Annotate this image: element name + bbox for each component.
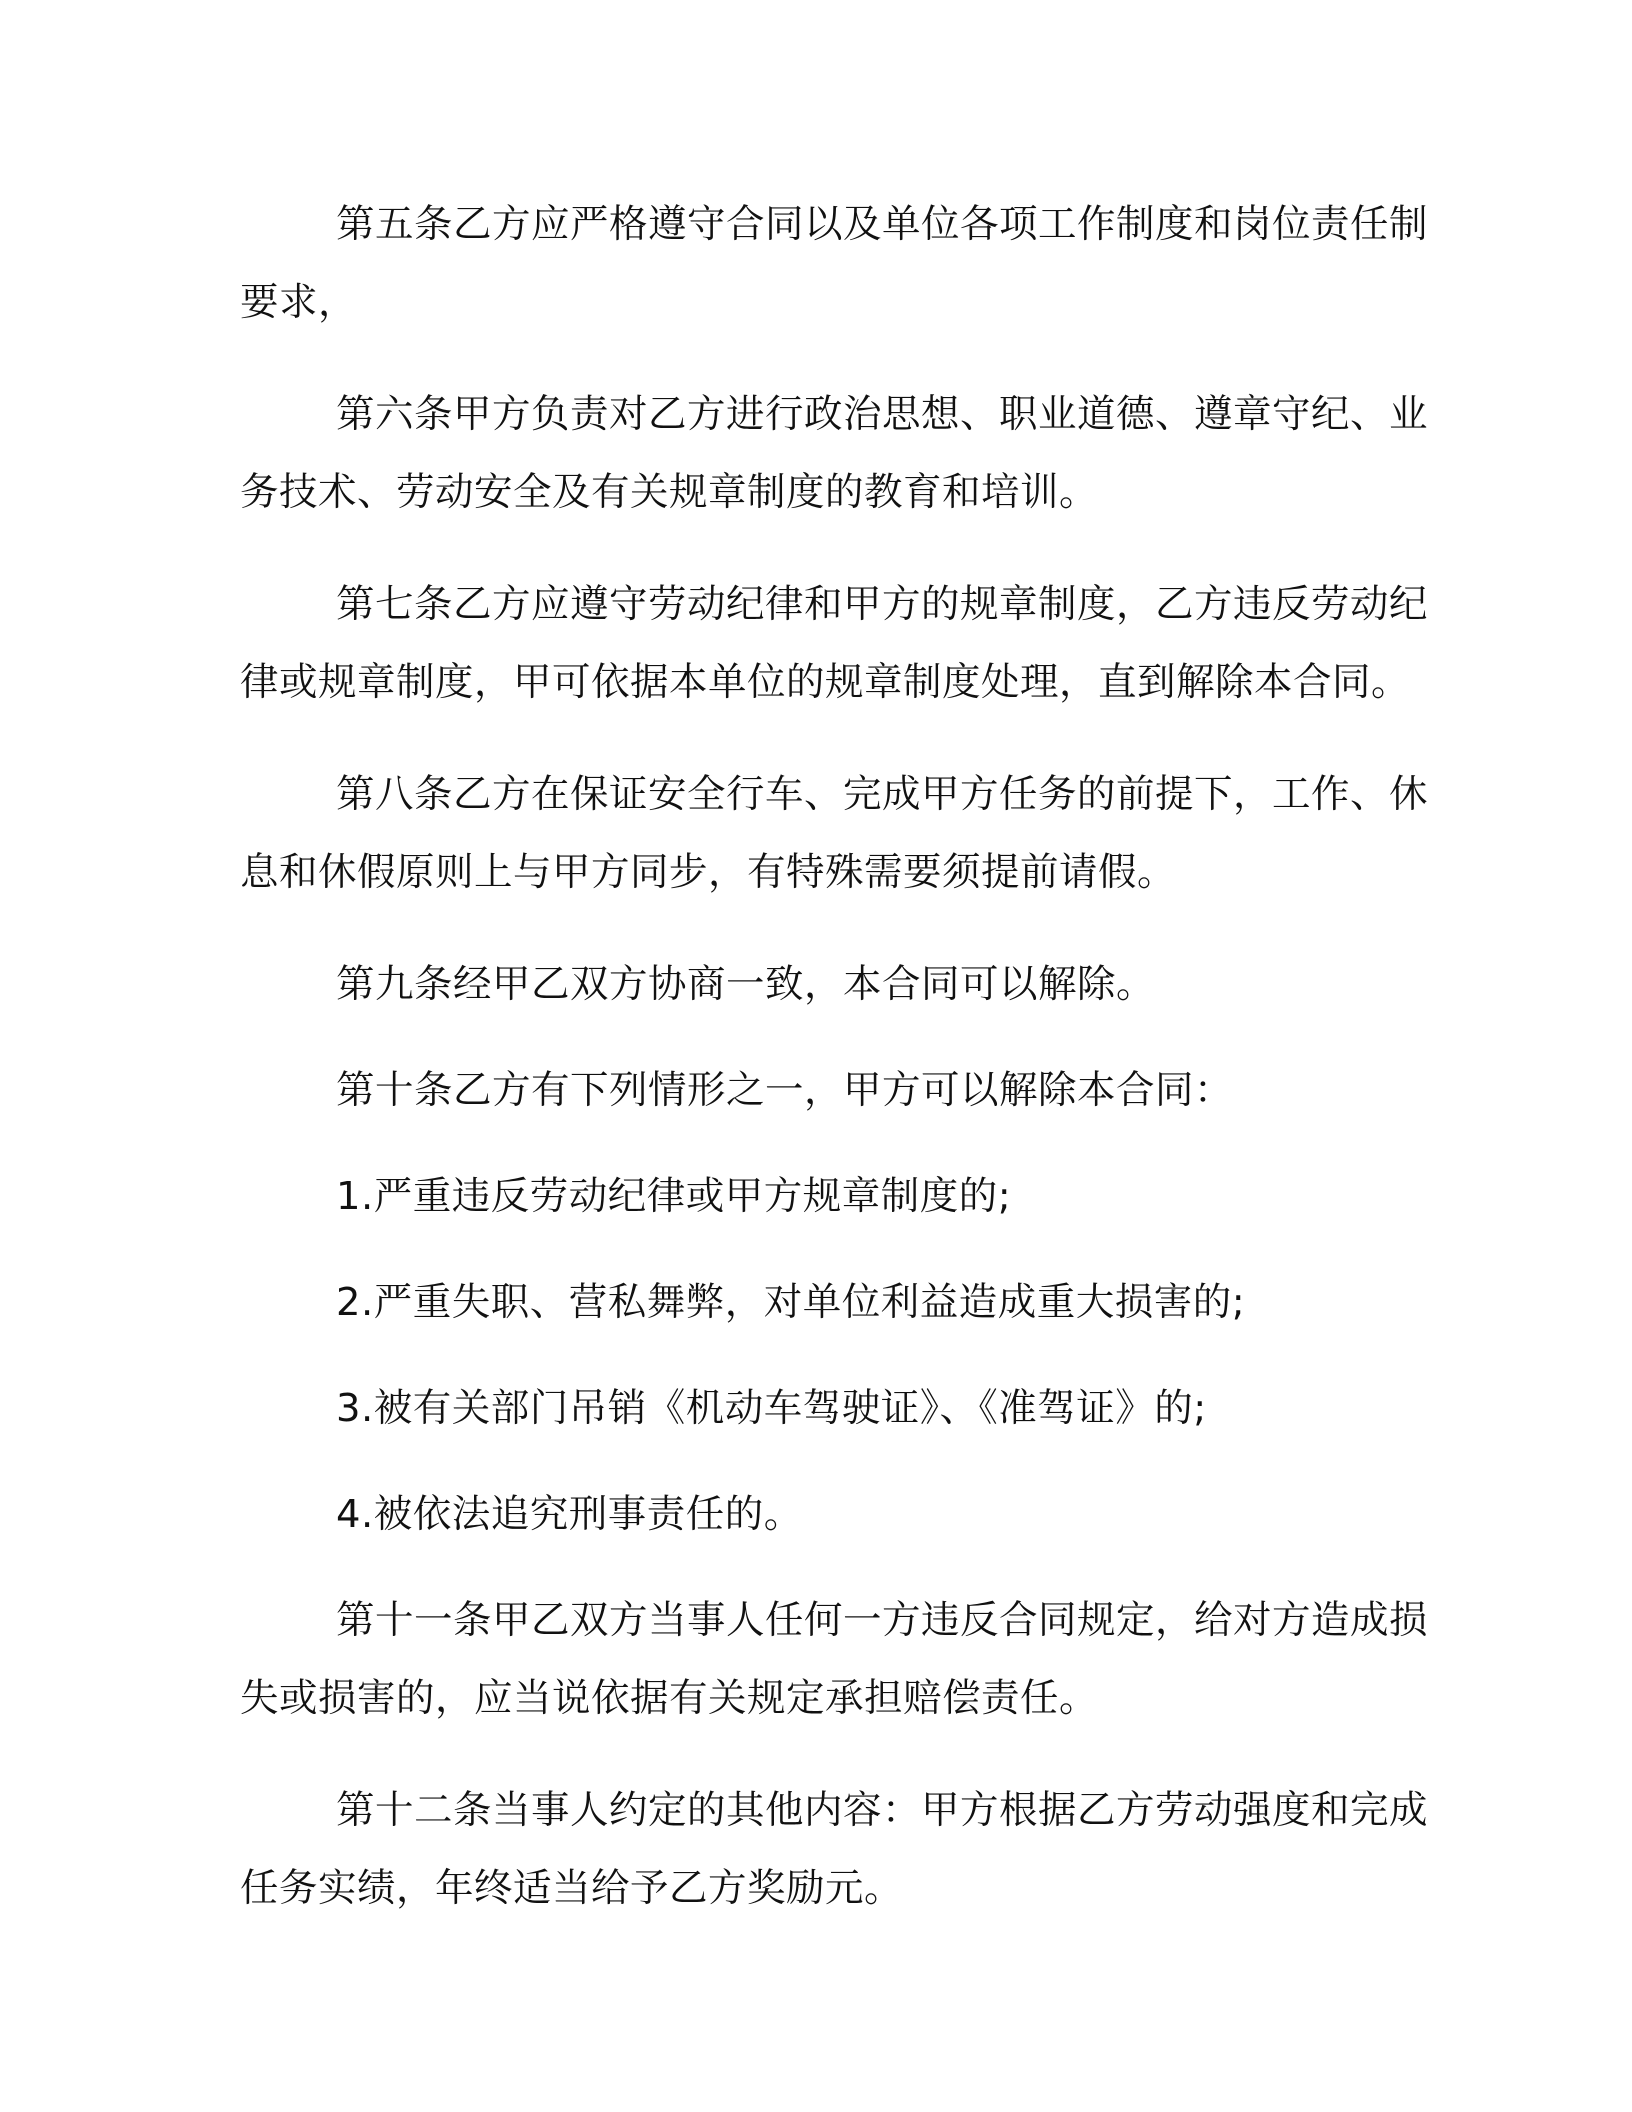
article-10-item-4: [240, 1476, 1376, 1554]
article-7-line-1: 第七条乙方应遵守劳动纪律和甲方的规章制度，乙方违反劳动纪: [336, 582, 1429, 627]
article-8: [240, 756, 1429, 912]
article-11-line-2: 失或损害的，应当说依据有关规定承担赔偿责任。: [240, 1676, 1099, 1721]
article-5: [240, 186, 1429, 342]
article-12-line-1: 第十二条当事人约定的其他内容：甲方根据乙方劳动强度和完成: [336, 1788, 1429, 1833]
article-11: [240, 1582, 1429, 1738]
article-10-item-2-text: 2.严重失职、营私舞弊，对单位利益造成重大损害的;: [336, 1280, 1246, 1325]
article-12-line-2: 任务实绩，年终适当给予乙方奖励元。: [240, 1866, 904, 1911]
article-7-line-2: 律或规章制度，甲可依据本单位的规章制度处理，直到解除本合同。: [240, 660, 1411, 705]
article-5-line-2: 要求，: [240, 280, 358, 325]
article-12: [240, 1772, 1429, 1928]
article-10-item-2: [240, 1264, 1376, 1342]
article-5-line-1: 第五条乙方应严格遵守合同以及单位各项工作制度和岗位责任制: [336, 202, 1429, 247]
article-10: [240, 1052, 1376, 1130]
article-6-line-1: 第六条甲方负责对乙方进行政治思想、职业道德、遵章守纪、业: [336, 392, 1429, 437]
article-6-line-2: 务技术、劳动安全及有关规章制度的教育和培训。: [240, 470, 1099, 515]
article-8-line-2: 息和休假原则上与甲方同步，有特殊需要须提前请假。: [240, 850, 1177, 895]
article-10-item-1-text: 1.严重违反劳动纪律或甲方规章制度的;: [336, 1174, 1012, 1219]
article-9: [240, 946, 1376, 1024]
article-10-item-3-text: 3.被有关部门吊销《机动车驾驶证》、《准驾证》的;: [336, 1386, 1207, 1431]
article-10-item-1: [240, 1158, 1376, 1236]
article-11-line-1: 第十一条甲乙双方当事人任何一方违反合同规定，给对方造成损: [336, 1598, 1429, 1643]
article-10-item-4-text: 4.被依法追究刑事责任的。: [336, 1492, 803, 1537]
article-6: [240, 376, 1429, 532]
article-10-item-3: [240, 1370, 1376, 1448]
document-body: [240, 186, 1429, 1962]
article-7: [240, 566, 1429, 722]
article-8-line-1: 第八条乙方在保证安全行车、完成甲方任务的前提下，工作、休: [336, 772, 1429, 817]
article-10-line-1: 第十条乙方有下列情形之一，甲方可以解除本合同：: [336, 1068, 1234, 1113]
article-9-line-1: 第九条经甲乙双方协商一致，本合同可以解除。: [336, 962, 1156, 1007]
